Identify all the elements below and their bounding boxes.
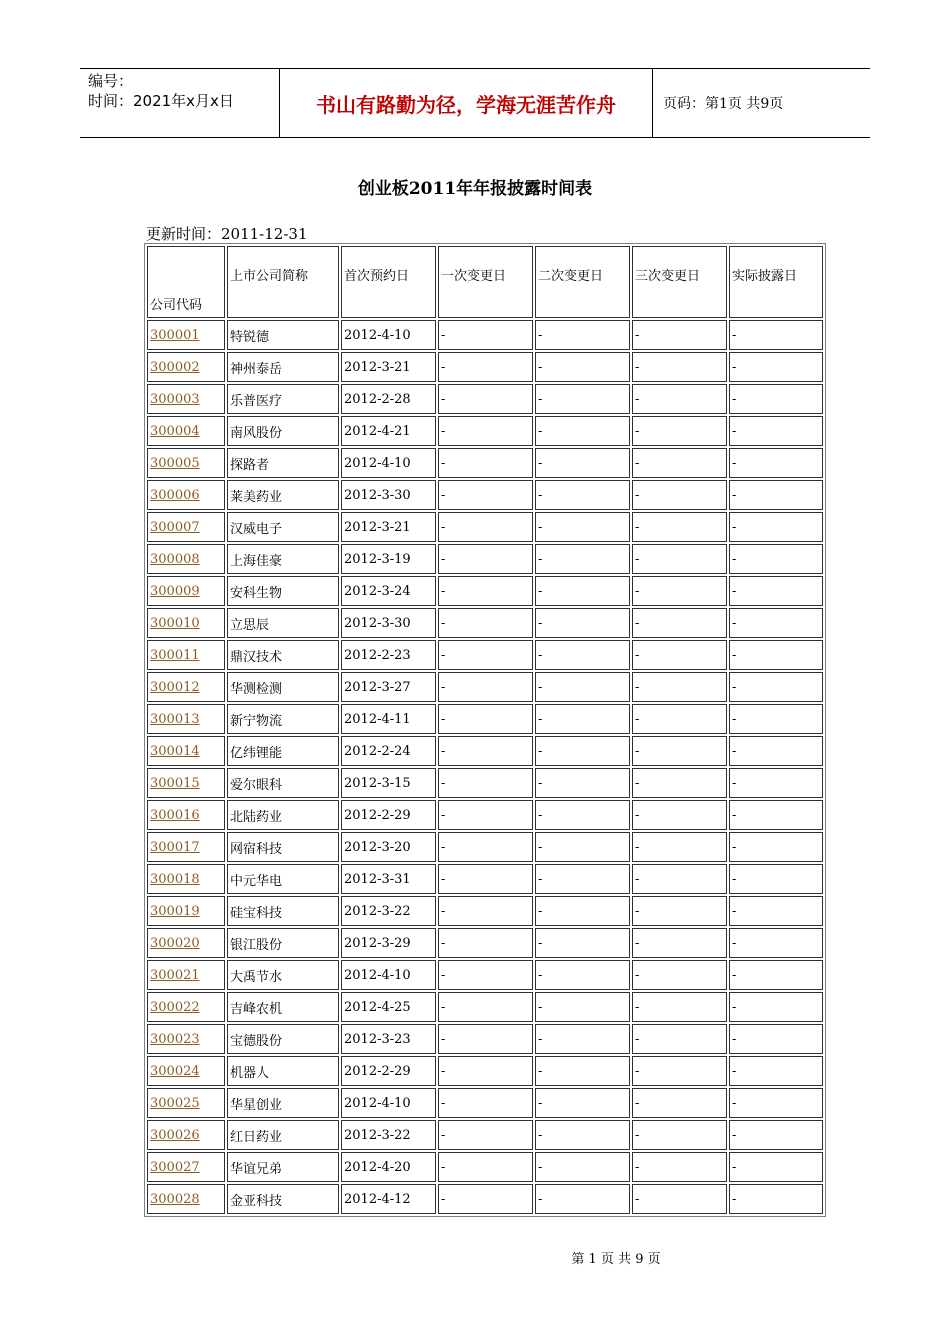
company-code-link[interactable]: 300025: [150, 1095, 200, 1111]
cell-company-name: 新宁物流: [227, 704, 339, 734]
table-row: [147, 832, 823, 862]
header-change-1: 一次变更日: [438, 246, 533, 318]
table-row: [147, 640, 823, 670]
cell-company-code: [147, 1024, 225, 1054]
cell-change-1: -: [438, 352, 533, 382]
company-code-link[interactable]: 300012: [150, 679, 200, 695]
company-code-link[interactable]: 300008: [150, 551, 200, 567]
cell-actual-date: -: [729, 608, 823, 638]
cell-first-date: 2012-4-11: [341, 704, 436, 734]
document-title: 创业板2011年年报披露时间表: [357, 179, 593, 199]
cell-first-date: 2012-2-29: [341, 800, 436, 830]
company-code-link[interactable]: 300028: [150, 1191, 200, 1207]
cell-actual-date: -: [729, 928, 823, 958]
cell-company-name: 机器人: [227, 1056, 339, 1086]
cell-actual-date: -: [729, 384, 823, 414]
cell-first-date: 2012-3-21: [341, 352, 436, 382]
header-company-code: 公司代码: [147, 246, 225, 318]
cell-change-2: -: [535, 576, 630, 606]
cell-change-1: -: [438, 448, 533, 478]
cell-change-2: -: [535, 1056, 630, 1086]
cell-company-name: 立思辰: [227, 608, 339, 638]
cell-first-date: 2012-3-31: [341, 864, 436, 894]
cell-change-3: -: [632, 1120, 727, 1150]
table-row: [147, 448, 823, 478]
cell-company-code: [147, 384, 225, 414]
update-time: 更新时间：2011-12-31: [146, 225, 308, 243]
table-row: [147, 768, 823, 798]
table-row: [147, 480, 823, 510]
cell-company-name: 金亚科技: [227, 1184, 339, 1214]
cell-actual-date: -: [729, 448, 823, 478]
cell-change-3: -: [632, 672, 727, 702]
cell-first-date: 2012-3-15: [341, 768, 436, 798]
table-row: [147, 736, 823, 766]
cell-company-name: 汉威电子: [227, 512, 339, 542]
cell-company-code: [147, 992, 225, 1022]
cell-change-2: -: [535, 1120, 630, 1150]
cell-company-name: 上海佳豪: [227, 544, 339, 574]
cell-change-2: -: [535, 864, 630, 894]
cell-company-code: [147, 864, 225, 894]
cell-change-3: -: [632, 992, 727, 1022]
cell-company-name: 南风股份: [227, 416, 339, 446]
cell-change-1: -: [438, 320, 533, 350]
cell-change-3: -: [632, 832, 727, 862]
cell-actual-date: -: [729, 992, 823, 1022]
cell-company-name: 大禹节水: [227, 960, 339, 990]
company-code-link[interactable]: 300006: [150, 487, 200, 503]
time-label: 时间：2021年x月x日: [88, 92, 234, 110]
table-row: [147, 1184, 823, 1214]
cell-company-name: 神州泰岳: [227, 352, 339, 382]
cell-actual-date: -: [729, 864, 823, 894]
table-row: [147, 992, 823, 1022]
table-row: [147, 384, 823, 414]
cell-company-code: [147, 832, 225, 862]
cell-company-code: [147, 1184, 225, 1214]
cell-company-name: 华星创业: [227, 1088, 339, 1118]
cell-change-1: -: [438, 1056, 533, 1086]
cell-actual-date: -: [729, 1120, 823, 1150]
cell-change-2: -: [535, 1152, 630, 1182]
cell-change-2: -: [535, 608, 630, 638]
cell-change-3: -: [632, 1024, 727, 1054]
cell-first-date: 2012-4-10: [341, 960, 436, 990]
cell-first-date: 2012-3-30: [341, 480, 436, 510]
cell-company-name: 硅宝科技: [227, 896, 339, 926]
cell-first-date: 2012-4-10: [341, 448, 436, 478]
header-change-2: 二次变更日: [535, 246, 630, 318]
cell-change-2: -: [535, 384, 630, 414]
table-row: [147, 544, 823, 574]
cell-company-code: [147, 1120, 225, 1150]
company-code-link[interactable]: 300013: [150, 711, 200, 727]
table-header-row: [147, 246, 823, 318]
cell-first-date: 2012-3-30: [341, 608, 436, 638]
cell-change-1: -: [438, 1184, 533, 1214]
company-code-link[interactable]: 300005: [150, 455, 200, 471]
cell-company-code: [147, 416, 225, 446]
cell-change-2: -: [535, 640, 630, 670]
cell-change-1: -: [438, 864, 533, 894]
cell-company-name: 特锐德: [227, 320, 339, 350]
company-code-link[interactable]: 300001: [150, 327, 200, 343]
cell-company-name: 华测检测: [227, 672, 339, 702]
cell-actual-date: -: [729, 480, 823, 510]
cell-first-date: 2012-4-12: [341, 1184, 436, 1214]
cell-actual-date: -: [729, 832, 823, 862]
company-code-link[interactable]: 300002: [150, 359, 200, 375]
company-code-link[interactable]: 300023: [150, 1031, 200, 1047]
disclosure-table-wrapper: [144, 243, 826, 1217]
cell-change-3: -: [632, 320, 727, 350]
cell-change-3: -: [632, 640, 727, 670]
cell-actual-date: -: [729, 576, 823, 606]
cell-first-date: 2012-3-22: [341, 1120, 436, 1150]
cell-company-name: 鼎汉技术: [227, 640, 339, 670]
cell-company-code: [147, 704, 225, 734]
cell-change-3: -: [632, 800, 727, 830]
cell-change-3: -: [632, 960, 727, 990]
header-actual-date: 实际披露日: [729, 246, 823, 318]
cell-company-name: 莱美药业: [227, 480, 339, 510]
cell-company-code: [147, 960, 225, 990]
table-row: [147, 1088, 823, 1118]
cell-first-date: 2012-3-19: [341, 544, 436, 574]
cell-actual-date: -: [729, 544, 823, 574]
table-body: [147, 320, 823, 1214]
cell-change-3: -: [632, 384, 727, 414]
cell-company-name: 宝德股份: [227, 1024, 339, 1054]
number-label: 编号：: [88, 72, 134, 90]
cell-company-code: [147, 1088, 225, 1118]
cell-first-date: 2012-4-10: [341, 320, 436, 350]
cell-company-name: 乐普医疗: [227, 384, 339, 414]
cell-change-3: -: [632, 1152, 727, 1182]
table-row: [147, 512, 823, 542]
cell-first-date: 2012-3-29: [341, 928, 436, 958]
cell-change-2: -: [535, 320, 630, 350]
cell-actual-date: -: [729, 896, 823, 926]
company-code-link[interactable]: 300018: [150, 871, 200, 887]
cell-change-1: -: [438, 640, 533, 670]
cell-actual-date: -: [729, 672, 823, 702]
cell-change-2: -: [535, 448, 630, 478]
cell-change-2: -: [535, 960, 630, 990]
company-code-link[interactable]: 300027: [150, 1159, 200, 1175]
cell-actual-date: -: [729, 1152, 823, 1182]
page-footer: 第 1 页 共 9 页: [571, 1252, 661, 1267]
cell-change-3: -: [632, 608, 727, 638]
company-code-link[interactable]: 300021: [150, 967, 200, 983]
cell-change-1: -: [438, 832, 533, 862]
cell-first-date: 2012-2-24: [341, 736, 436, 766]
cell-change-2: -: [535, 1024, 630, 1054]
cell-actual-date: -: [729, 640, 823, 670]
cell-first-date: 2012-3-22: [341, 896, 436, 926]
cell-change-3: -: [632, 448, 727, 478]
header-change-3: 三次变更日: [632, 246, 727, 318]
cell-change-2: -: [535, 672, 630, 702]
table-row: [147, 864, 823, 894]
cell-company-code: [147, 736, 225, 766]
cell-change-1: -: [438, 960, 533, 990]
company-code-link[interactable]: 300003: [150, 391, 200, 407]
cell-change-1: -: [438, 544, 533, 574]
cell-company-code: [147, 640, 225, 670]
cell-actual-date: -: [729, 1088, 823, 1118]
cell-company-code: [147, 928, 225, 958]
cell-change-3: -: [632, 928, 727, 958]
cell-company-name: 探路者: [227, 448, 339, 478]
cell-actual-date: -: [729, 704, 823, 734]
cell-actual-date: -: [729, 1056, 823, 1086]
cell-change-1: -: [438, 1152, 533, 1182]
header-first-date: 首次预约日: [341, 246, 436, 318]
cell-first-date: 2012-2-23: [341, 640, 436, 670]
cell-change-1: -: [438, 1024, 533, 1054]
cell-change-3: -: [632, 352, 727, 382]
cell-change-3: -: [632, 1088, 727, 1118]
cell-change-2: -: [535, 832, 630, 862]
cell-change-1: -: [438, 704, 533, 734]
cell-change-3: -: [632, 576, 727, 606]
cell-company-code: [147, 480, 225, 510]
company-code-link[interactable]: 300024: [150, 1063, 200, 1079]
cell-company-name: 北陆药业: [227, 800, 339, 830]
cell-change-1: -: [438, 672, 533, 702]
table-row: [147, 672, 823, 702]
cell-change-3: -: [632, 736, 727, 766]
company-code-link[interactable]: 300011: [150, 647, 200, 663]
cell-actual-date: -: [729, 320, 823, 350]
cell-change-2: -: [535, 768, 630, 798]
cell-change-2: -: [535, 992, 630, 1022]
cell-company-name: 中元华电: [227, 864, 339, 894]
cell-company-code: [147, 576, 225, 606]
cell-company-code: [147, 768, 225, 798]
cell-change-3: -: [632, 1184, 727, 1214]
cell-change-1: -: [438, 416, 533, 446]
table-row: [147, 896, 823, 926]
cell-change-1: -: [438, 896, 533, 926]
table-row: [147, 704, 823, 734]
cell-actual-date: -: [729, 768, 823, 798]
cell-change-1: -: [438, 1088, 533, 1118]
cell-change-2: -: [535, 800, 630, 830]
table-row: [147, 1120, 823, 1150]
cell-first-date: 2012-3-20: [341, 832, 436, 862]
table-row: [147, 352, 823, 382]
cell-change-2: -: [535, 544, 630, 574]
cell-company-code: [147, 800, 225, 830]
cell-change-2: -: [535, 736, 630, 766]
cell-company-name: 安科生物: [227, 576, 339, 606]
company-code-link[interactable]: 300026: [150, 1127, 200, 1143]
cell-change-1: -: [438, 768, 533, 798]
cell-first-date: 2012-4-20: [341, 1152, 436, 1182]
cell-change-3: -: [632, 544, 727, 574]
company-code-link[interactable]: 300010: [150, 615, 200, 631]
cell-change-1: -: [438, 800, 533, 830]
company-code-link[interactable]: 300016: [150, 807, 200, 823]
cell-change-2: -: [535, 416, 630, 446]
cell-company-code: [147, 1152, 225, 1182]
cell-company-code: [147, 896, 225, 926]
cell-change-1: -: [438, 928, 533, 958]
table-row: [147, 320, 823, 350]
table-row: [147, 928, 823, 958]
cell-change-2: -: [535, 896, 630, 926]
cell-change-1: -: [438, 512, 533, 542]
cell-change-3: -: [632, 416, 727, 446]
cell-first-date: 2012-2-29: [341, 1056, 436, 1086]
cell-company-code: [147, 512, 225, 542]
header-page-info: 页码：第1页 共9页: [663, 96, 784, 112]
cell-actual-date: -: [729, 960, 823, 990]
company-code-link[interactable]: 300007: [150, 519, 200, 535]
cell-change-3: -: [632, 768, 727, 798]
cell-company-code: [147, 320, 225, 350]
table-row: [147, 576, 823, 606]
cell-change-2: -: [535, 1184, 630, 1214]
company-code-link[interactable]: 300017: [150, 839, 200, 855]
cell-company-name: 爱尔眼科: [227, 768, 339, 798]
cell-first-date: 2012-4-25: [341, 992, 436, 1022]
cell-actual-date: -: [729, 352, 823, 382]
header-company-name: 上市公司简称: [227, 246, 339, 318]
cell-change-2: -: [535, 352, 630, 382]
table-row: [147, 960, 823, 990]
company-code-link[interactable]: 300020: [150, 935, 200, 951]
cell-first-date: 2012-3-23: [341, 1024, 436, 1054]
table-row: [147, 1056, 823, 1086]
cell-change-1: -: [438, 576, 533, 606]
cell-first-date: 2012-4-10: [341, 1088, 436, 1118]
cell-company-name: 银江股份: [227, 928, 339, 958]
table-row: [147, 416, 823, 446]
cell-change-3: -: [632, 864, 727, 894]
cell-first-date: 2012-3-24: [341, 576, 436, 606]
cell-company-name: 红日药业: [227, 1120, 339, 1150]
cell-change-3: -: [632, 1056, 727, 1086]
cell-change-2: -: [535, 1088, 630, 1118]
table-row: [147, 1152, 823, 1182]
disclosure-table: [144, 243, 826, 1217]
table-row: [147, 608, 823, 638]
cell-company-code: [147, 544, 225, 574]
company-code-link[interactable]: 300022: [150, 999, 200, 1015]
cell-first-date: 2012-4-21: [341, 416, 436, 446]
cell-company-code: [147, 448, 225, 478]
company-code-link[interactable]: 300019: [150, 903, 200, 919]
cell-company-name: 吉峰农机: [227, 992, 339, 1022]
cell-change-3: -: [632, 480, 727, 510]
page-header: [80, 68, 870, 138]
cell-actual-date: -: [729, 512, 823, 542]
cell-change-1: -: [438, 992, 533, 1022]
cell-company-code: [147, 352, 225, 382]
company-code-link[interactable]: 300014: [150, 743, 200, 759]
header-meta: [80, 69, 280, 137]
cell-actual-date: -: [729, 800, 823, 830]
cell-company-code: [147, 1056, 225, 1086]
cell-first-date: 2012-2-28: [341, 384, 436, 414]
cell-first-date: 2012-3-27: [341, 672, 436, 702]
cell-company-code: [147, 672, 225, 702]
table-row: [147, 1024, 823, 1054]
cell-company-name: 亿纬锂能: [227, 736, 339, 766]
cell-change-2: -: [535, 480, 630, 510]
cell-actual-date: -: [729, 416, 823, 446]
company-code-link[interactable]: 300009: [150, 583, 200, 599]
cell-change-1: -: [438, 736, 533, 766]
header-motto: 书山有路勤为径，学海无涯苦作舟: [280, 69, 653, 137]
cell-change-1: -: [438, 1120, 533, 1150]
cell-change-3: -: [632, 512, 727, 542]
cell-change-3: -: [632, 704, 727, 734]
cell-change-3: -: [632, 896, 727, 926]
cell-company-code: [147, 608, 225, 638]
cell-company-name: 华谊兄弟: [227, 1152, 339, 1182]
cell-first-date: 2012-3-21: [341, 512, 436, 542]
cell-change-2: -: [535, 512, 630, 542]
cell-change-2: -: [535, 928, 630, 958]
cell-company-name: 网宿科技: [227, 832, 339, 862]
cell-change-1: -: [438, 384, 533, 414]
company-code-link[interactable]: 300004: [150, 423, 200, 439]
cell-change-1: -: [438, 480, 533, 510]
cell-actual-date: -: [729, 736, 823, 766]
cell-change-2: -: [535, 704, 630, 734]
table-row: [147, 800, 823, 830]
cell-actual-date: -: [729, 1184, 823, 1214]
cell-change-1: -: [438, 608, 533, 638]
cell-actual-date: -: [729, 1024, 823, 1054]
company-code-link[interactable]: 300015: [150, 775, 200, 791]
